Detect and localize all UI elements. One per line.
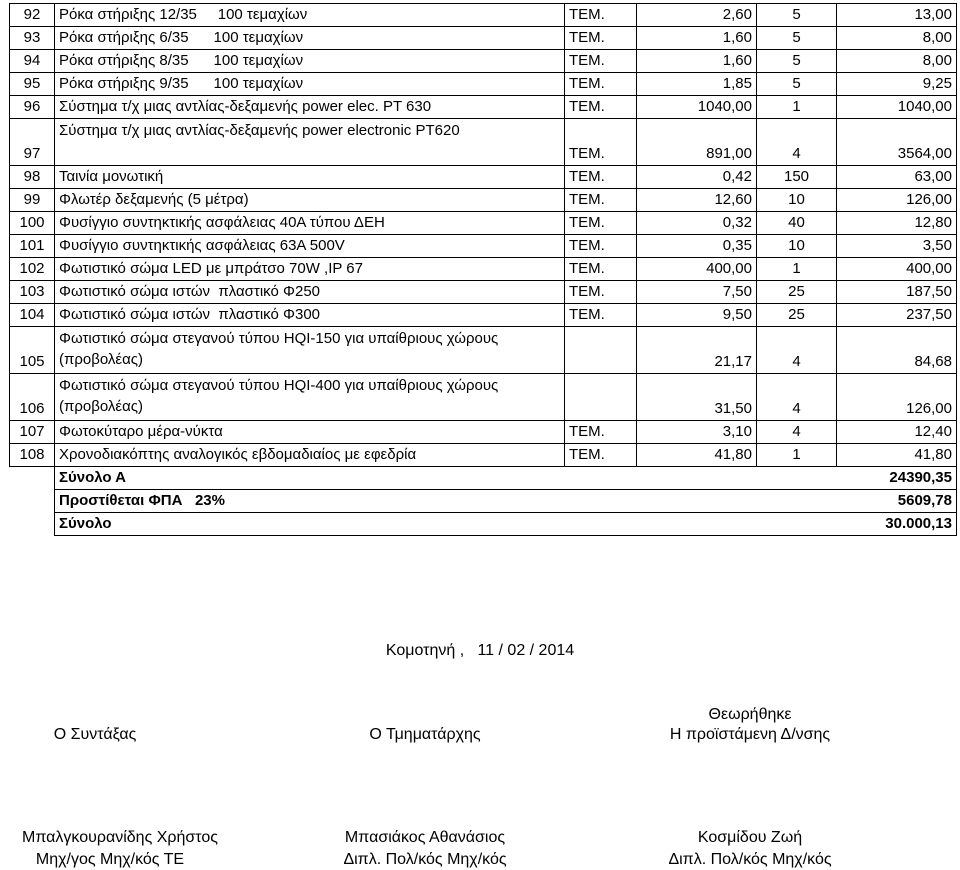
- row-description: Φωτιστικό σώμα στεγανού τύπου HQI-150 για υπαίθριους χώρους (προβολέας): [55, 327, 565, 374]
- row-total: 12,40: [837, 421, 957, 444]
- row-unit: ΤΕΜ.: [565, 50, 637, 73]
- row-unit-price: 21,17: [637, 327, 757, 374]
- table-row: [10, 327, 957, 374]
- table-row: [10, 444, 957, 467]
- row-number: 102: [10, 258, 55, 281]
- total-label: Σύνολο: [55, 513, 565, 536]
- row-unit: ΤΕΜ.: [565, 189, 637, 212]
- row-unit: ΤΕΜ.: [565, 235, 637, 258]
- row-total: 1040,00: [837, 96, 957, 119]
- row-description: Φωτιστικό σώμα LED με μπράτσο 70W ,IP 67: [55, 258, 565, 281]
- row-number: 107: [10, 421, 55, 444]
- row-description: Φυσίγγιο συντηκτικής ασφάλειας 63Α 500V: [55, 235, 565, 258]
- title-head-of-section: Διπλ. Πολ/κός Μηχ/κός: [343, 851, 507, 868]
- row-description: Φλωτέρ δεξαμενής (5 μέτρα): [55, 189, 565, 212]
- row-total: 126,00: [837, 189, 957, 212]
- row-unit: ΤΕΜ.: [565, 73, 637, 96]
- row-quantity: 10: [757, 189, 837, 212]
- row-total: 84,68: [837, 327, 957, 374]
- row-unit-price: 1040,00: [637, 96, 757, 119]
- table-row: [10, 374, 957, 421]
- row-unit: ΤΕΜ.: [565, 258, 637, 281]
- items-table: [9, 3, 957, 536]
- row-quantity: 1: [757, 258, 837, 281]
- row-total: 3564,00: [837, 119, 957, 166]
- row-total: 8,00: [837, 27, 957, 50]
- row-number: 94: [10, 50, 55, 73]
- row-total: 126,00: [837, 374, 957, 421]
- row-description: Ταινία μονωτική: [55, 166, 565, 189]
- total-amount: 30.000,13: [565, 513, 957, 536]
- row-unit: ΤΕΜ.: [565, 281, 637, 304]
- table-row: [10, 27, 957, 50]
- row-quantity: 5: [757, 50, 837, 73]
- table-row: [10, 50, 957, 73]
- row-description: Ρόκα στήριξης 8/35 100 τεμαχίων: [55, 50, 565, 73]
- row-total: 12,80: [837, 212, 957, 235]
- table-row: [10, 73, 957, 96]
- row-total: 8,00: [837, 50, 957, 73]
- role-head-of-section: Ο Τμηματάρχης: [369, 726, 481, 743]
- row-quantity: 1: [757, 444, 837, 467]
- row-number: 95: [10, 73, 55, 96]
- row-unit-price: 31,50: [637, 374, 757, 421]
- row-quantity: 5: [757, 73, 837, 96]
- row-number: 103: [10, 281, 55, 304]
- row-quantity: 25: [757, 304, 837, 327]
- summary-row-total: [10, 513, 957, 536]
- row-unit-price: 2,60: [637, 4, 757, 27]
- row-number: 98: [10, 166, 55, 189]
- row-total: 63,00: [837, 166, 957, 189]
- row-unit-price: 0,42: [637, 166, 757, 189]
- row-number: 97: [10, 119, 55, 166]
- table-row: [10, 119, 957, 166]
- approved-label: Θεωρήθηκε: [708, 706, 792, 723]
- row-description: Φωτοκύταρο μέρα-νύκτα: [55, 421, 565, 444]
- title-director: Διπλ. Πολ/κός Μηχ/κός: [668, 851, 832, 868]
- row-description: Φωτιστικό σώμα ιστών πλαστικό Φ300: [55, 304, 565, 327]
- row-number: 104: [10, 304, 55, 327]
- row-unit: ΤΕΜ.: [565, 4, 637, 27]
- table-row: [10, 258, 957, 281]
- table-row: [10, 281, 957, 304]
- role-author: Ο Συντάξας: [53, 726, 137, 743]
- row-quantity: 5: [757, 4, 837, 27]
- items-body: [10, 4, 957, 467]
- row-description: Φωτιστικό σώμα στεγανού τύπου HQI-400 για υπαίθριους χώρους (προβολέας): [55, 374, 565, 421]
- row-description: Ρόκα στήριξης 12/35 100 τεμαχίων: [55, 4, 565, 27]
- name-director: Κοσμίδου Ζωή: [697, 829, 803, 846]
- place-date: Κομοτηνή , 11 / 02 / 2014: [385, 642, 575, 659]
- row-total: 9,25: [837, 73, 957, 96]
- row-total: 400,00: [837, 258, 957, 281]
- row-quantity: 10: [757, 235, 837, 258]
- row-unit-price: 400,00: [637, 258, 757, 281]
- row-total: 187,50: [837, 281, 957, 304]
- row-quantity: 4: [757, 374, 837, 421]
- summary-row-subtotal: [10, 467, 957, 490]
- row-unit-price: 1,85: [637, 73, 757, 96]
- row-number: 106: [10, 374, 55, 421]
- row-unit-price: 0,35: [637, 235, 757, 258]
- row-quantity: 5: [757, 27, 837, 50]
- name-head-of-section: Μπασιάκος Αθανάσιος: [344, 829, 506, 846]
- table-row: [10, 235, 957, 258]
- row-total: 41,80: [837, 444, 957, 467]
- row-total: 13,00: [837, 4, 957, 27]
- row-unit: ΤΕΜ.: [565, 166, 637, 189]
- row-description: Σύστημα τ/χ μιας αντλίας-δεξαμενής power elec. PT 630: [55, 96, 565, 119]
- table-row: [10, 421, 957, 444]
- row-quantity: 150: [757, 166, 837, 189]
- row-description: Ρόκα στήριξης 9/35 100 τεμαχίων: [55, 73, 565, 96]
- row-description: Ρόκα στήριξης 6/35 100 τεμαχίων: [55, 27, 565, 50]
- table-row: [10, 96, 957, 119]
- row-number: 93: [10, 27, 55, 50]
- row-description: Σύστημα τ/χ μιας αντλίας-δεξαμενής power electronic PT620: [55, 119, 565, 166]
- row-number: 96: [10, 96, 55, 119]
- row-quantity: 4: [757, 119, 837, 166]
- role-director: Η προϊστάμενη Δ/νσης: [669, 726, 831, 743]
- row-total: 3,50: [837, 235, 957, 258]
- table-row: [10, 4, 957, 27]
- row-unit-price: 3,10: [637, 421, 757, 444]
- row-description: Φυσίγγιο συντηκτικής ασφάλειας 40Α τύπου ΔΕΗ: [55, 212, 565, 235]
- row-unit-price: 1,60: [637, 27, 757, 50]
- row-unit-price: 12,60: [637, 189, 757, 212]
- row-unit: ΤΕΜ.: [565, 96, 637, 119]
- vat-label: Προστίθεται ΦΠΑ 23%: [55, 490, 565, 513]
- row-unit: ΤΕΜ.: [565, 119, 637, 166]
- row-unit-price: 0,32: [637, 212, 757, 235]
- name-author: Μπαλγκουρανίδης Χρήστος: [22, 829, 218, 846]
- row-unit: [565, 327, 637, 374]
- row-unit: [565, 374, 637, 421]
- row-unit: ΤΕΜ.: [565, 27, 637, 50]
- row-unit: ΤΕΜ.: [565, 444, 637, 467]
- row-unit-price: 7,50: [637, 281, 757, 304]
- table-row: [10, 189, 957, 212]
- row-quantity: 25: [757, 281, 837, 304]
- row-unit-price: 891,00: [637, 119, 757, 166]
- subtotal-label: Σύνολο Α: [55, 467, 565, 490]
- row-number: 105: [10, 327, 55, 374]
- row-number: 108: [10, 444, 55, 467]
- row-description: Φωτιστικό σώμα ιστών πλαστικό Φ250: [55, 281, 565, 304]
- subtotal-amount: 24390,35: [565, 467, 957, 490]
- row-description: Χρονοδιακόπτης αναλογικός εβδομαδιαίος με εφεδρία: [55, 444, 565, 467]
- row-unit: ΤΕΜ.: [565, 421, 637, 444]
- vat-amount: 5609,78: [565, 490, 957, 513]
- title-author: Μηχ/γος Μηχ/κός ΤΕ: [35, 851, 185, 868]
- table-row: [10, 212, 957, 235]
- table-row: [10, 304, 957, 327]
- row-quantity: 1: [757, 96, 837, 119]
- row-number: 100: [10, 212, 55, 235]
- row-number: 99: [10, 189, 55, 212]
- row-unit-price: 9,50: [637, 304, 757, 327]
- row-total: 237,50: [837, 304, 957, 327]
- row-number: 101: [10, 235, 55, 258]
- row-quantity: 4: [757, 421, 837, 444]
- row-quantity: 4: [757, 327, 837, 374]
- table-row: [10, 166, 957, 189]
- row-unit-price: 1,60: [637, 50, 757, 73]
- summary-row-vat: [10, 490, 957, 513]
- row-unit-price: 41,80: [637, 444, 757, 467]
- row-quantity: 40: [757, 212, 837, 235]
- summary-body: [10, 467, 957, 536]
- row-unit: ΤΕΜ.: [565, 304, 637, 327]
- row-unit: ΤΕΜ.: [565, 212, 637, 235]
- row-number: 92: [10, 4, 55, 27]
